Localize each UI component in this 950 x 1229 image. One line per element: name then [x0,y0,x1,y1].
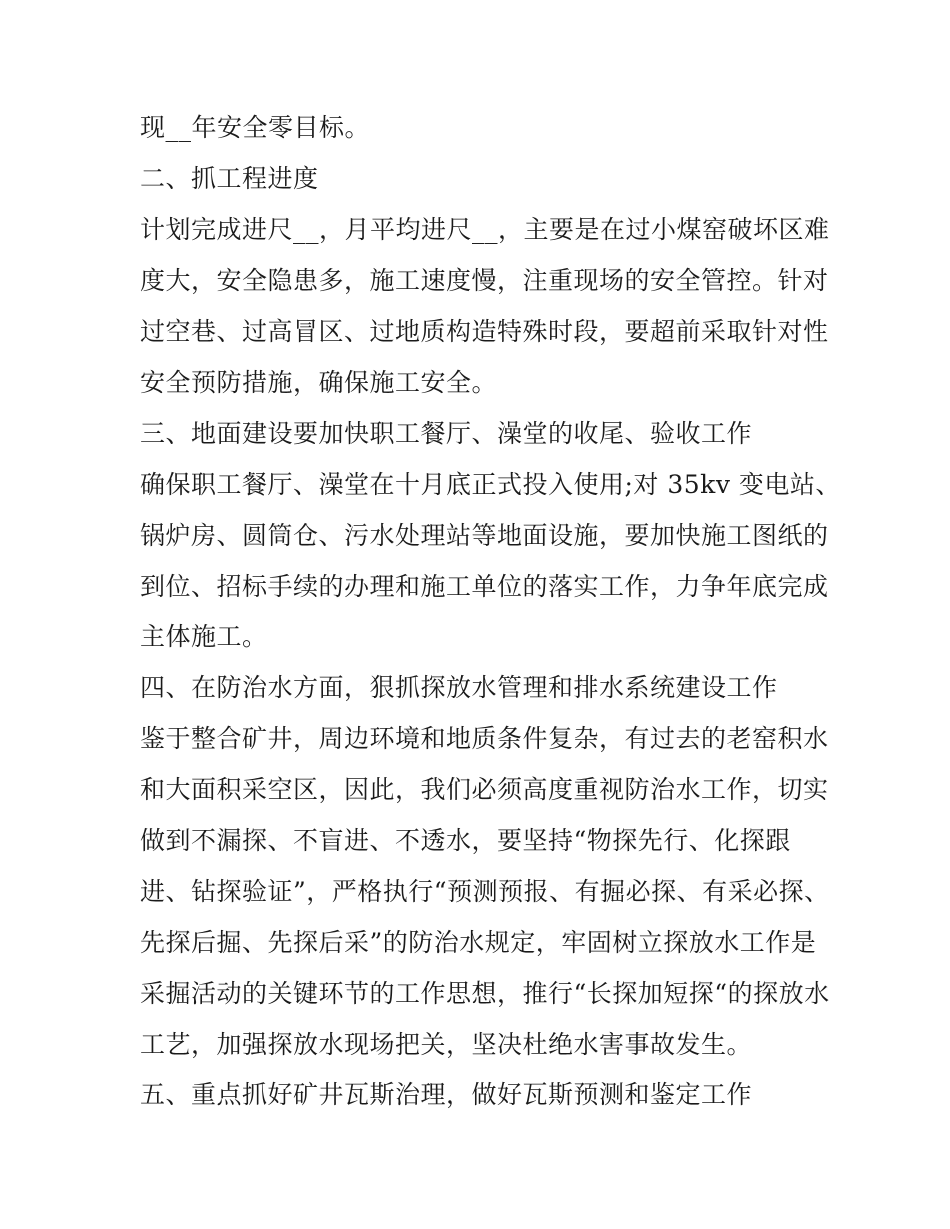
text-line: 锅炉房、圆筒仓、污水处理站等地面设施，要加快施工图纸的 [140,521,829,550]
text-line: 进、钻探验证”，严格执行“预测预报、有掘必探、有采必探、 [140,877,830,906]
text-line: 和大面积采空区，因此，我们必须高度重视防治水工作，切实 [140,775,829,804]
text-line: 安全预防措施，确保施工安全。 [140,368,498,397]
section-heading: 四、在防治水方面，狠抓探放水管理和排水系统建设工作 [140,673,778,702]
text-line: 现__年安全零目标。 [140,113,371,142]
text-line: 鉴于整合矿井，周边环境和地质条件复杂，有过去的老窑积水 [140,724,829,753]
section-heading: 五、重点抓好矿井瓦斯治理，做好瓦斯预测和鉴定工作 [140,1080,753,1109]
text-line: 过空巷、过高冒区、过地质构造特殊时段，要超前采取针对性 [140,317,829,346]
text-line: 度大，安全隐患多，施工速度慢，注重现场的安全管控。针对 [140,266,829,295]
section-heading: 三、地面建设要加快职工餐厅、澡堂的收尾、验收工作 [140,419,753,448]
text-line: 确保职工餐厅、澡堂在十月底正式投入使用;对 35kv 变电站、 [140,470,841,499]
text-line: 主体施工。 [140,622,268,651]
text-line: 工艺，加强探放水现场把关，坚决杜绝水害事故发生。 [140,1030,753,1059]
text-line: 采掘活动的关键环节的工作思想，推行“长探加短探“的探放水 [140,979,830,1008]
text-line: 到位、招标手续的办理和施工单位的落实工作，力争年底完成 [140,572,829,601]
text-line: 做到不漏探、不盲进、不透水，要坚持“物探先行、化探跟 [140,826,791,855]
section-heading: 二、抓工程进度 [140,164,319,193]
text-line: 计划完成进尺__，月平均进尺__，主要是在过小煤窑破坏区难 [140,215,830,244]
text-line: 先探后掘、先探后采”的防治水规定，牢固树立探放水工作是 [140,928,817,957]
